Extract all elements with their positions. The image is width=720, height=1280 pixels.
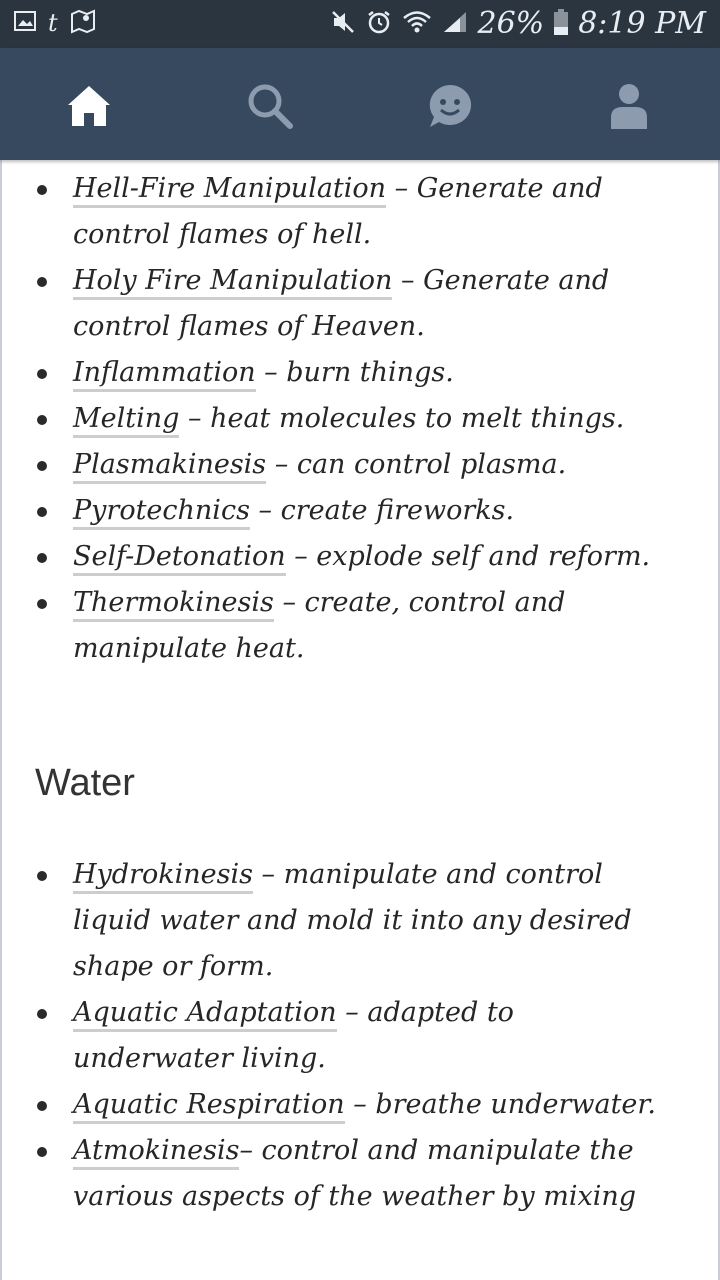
term-description: – can control plasma. [266, 449, 567, 480]
term-description: – breathe underwater. [344, 1089, 656, 1120]
section-heading-water: Water [35, 762, 135, 804]
status-left [14, 8, 96, 38]
term-link[interactable]: Inflammation [73, 357, 256, 392]
carrier-icon: t [48, 9, 58, 37]
wifi-icon [402, 10, 432, 38]
article-content[interactable] [0, 160, 720, 1280]
nav-profile-button[interactable] [599, 76, 659, 136]
term-description: – Generate and control flames of Heaven. [73, 265, 610, 342]
image-icon [14, 11, 36, 35]
bullet [37, 599, 47, 609]
bullet [37, 1147, 47, 1157]
bullet [37, 1101, 47, 1111]
list-item [2, 258, 718, 350]
bullet [37, 871, 47, 881]
list-item [2, 442, 718, 488]
term-description: – heat molecules to melt things. [179, 403, 625, 434]
term-link[interactable]: Holy Fire Manipulation [73, 265, 392, 300]
term-link[interactable]: Hell-Fire Manipulation [73, 173, 386, 208]
battery-icon [554, 9, 568, 39]
clock: 8:19 PM [578, 6, 706, 41]
chat-icon [426, 82, 474, 130]
home-icon [66, 83, 112, 129]
list-item [2, 488, 718, 534]
alarm-icon [366, 9, 392, 39]
app-nav-bar [0, 48, 720, 160]
bullet [37, 185, 47, 195]
battery-percent: 26% [477, 6, 545, 41]
term-description: – control and manipulate the various aspects of the weather by mixing [73, 1135, 637, 1212]
bullet [37, 369, 47, 379]
term-link[interactable]: Atmokinesis [73, 1135, 239, 1170]
bullet [37, 415, 47, 425]
cropped-text-fragment [262, 160, 302, 162]
profile-icon [609, 83, 649, 129]
list-item [2, 1082, 718, 1128]
maps-icon [70, 8, 96, 38]
term-link[interactable]: Aquatic Respiration [73, 1089, 345, 1124]
list-item [2, 166, 718, 258]
list-item [2, 580, 718, 672]
term-description: – manipulate and control liquid water and mold it into any desired shape or form. [73, 859, 632, 982]
term-link[interactable]: Melting [73, 403, 179, 438]
search-icon [246, 82, 294, 130]
nav-search-button[interactable] [240, 76, 300, 136]
term-link[interactable]: Hydrokinesis [73, 859, 253, 894]
term-description: – explode self and reform. [285, 541, 651, 572]
term-description: – adapted to underwater living. [73, 997, 514, 1074]
nav-chat-button[interactable] [420, 76, 480, 136]
signal-icon [442, 10, 468, 38]
bullet [37, 507, 47, 517]
bullet [37, 1009, 47, 1019]
list-item [2, 990, 718, 1082]
term-link[interactable]: Plasmakinesis [73, 449, 266, 484]
water-abilities-list [2, 852, 718, 1220]
list-item [2, 396, 718, 442]
fire-abilities-list [2, 166, 718, 672]
status-bar [0, 0, 720, 48]
term-link[interactable]: Self-Detonation [73, 541, 286, 576]
bullet [37, 277, 47, 287]
bullet [37, 553, 47, 563]
list-item [2, 534, 718, 580]
list-item [2, 1128, 718, 1220]
term-description: – Generate and control flames of hell. [73, 173, 603, 250]
nav-home-button[interactable] [59, 76, 119, 136]
status-right [330, 6, 707, 41]
term-link[interactable]: Pyrotechnics [73, 495, 250, 530]
term-link[interactable]: Aquatic Adaptation [73, 997, 337, 1032]
mute-icon [330, 9, 356, 39]
term-description: – create, control and manipulate heat. [73, 587, 566, 664]
term-link[interactable]: Thermokinesis [73, 587, 274, 622]
bullet [37, 461, 47, 471]
term-description: – create fireworks. [249, 495, 515, 526]
term-description: – burn things. [255, 357, 454, 388]
list-item [2, 852, 718, 990]
list-item [2, 350, 718, 396]
